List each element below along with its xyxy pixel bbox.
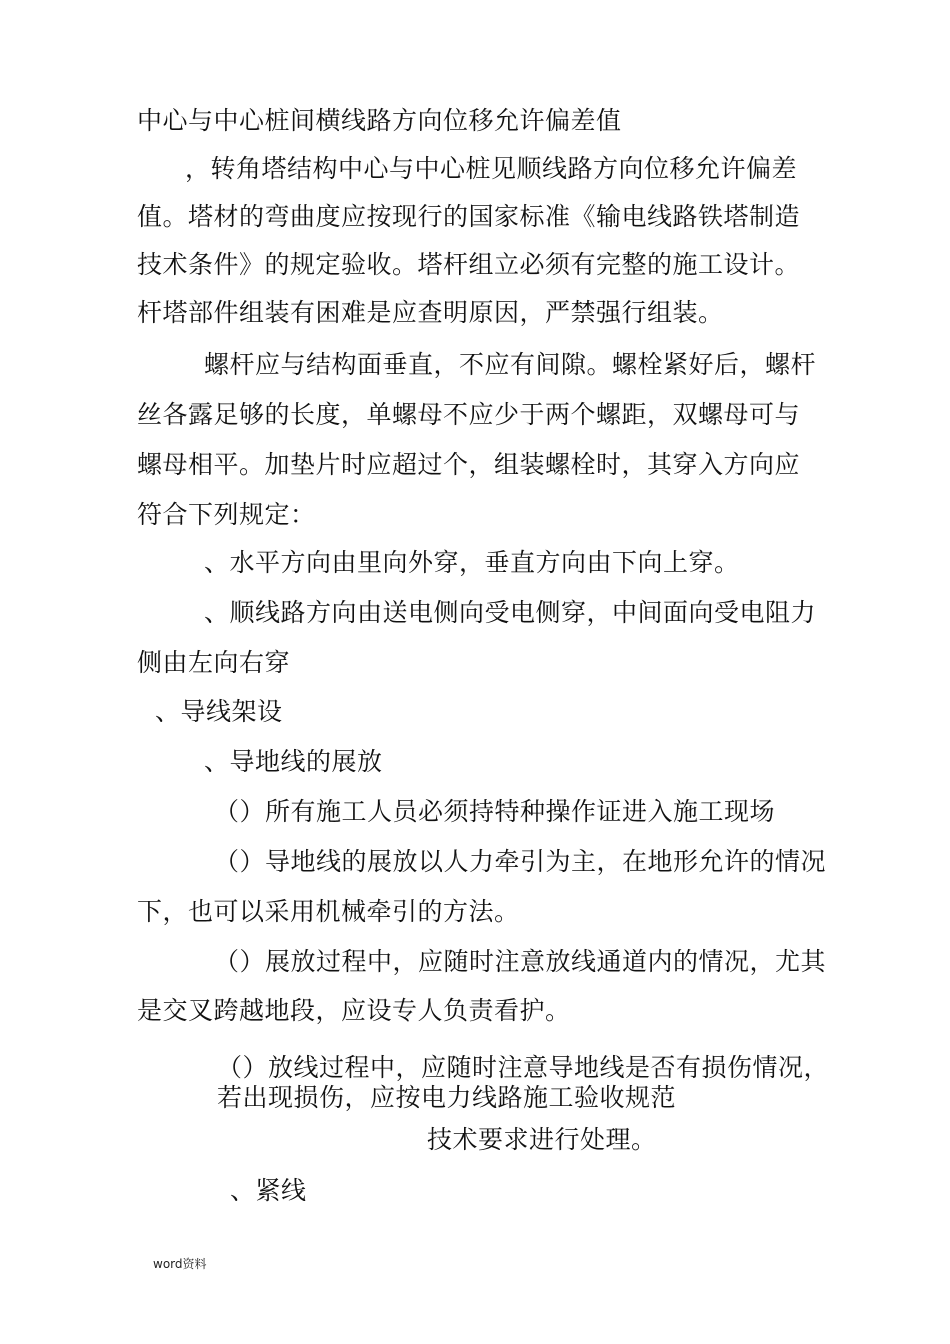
subsection-heading-tightening: 、紧线	[230, 1176, 307, 1205]
text-line-17: 下，也可以采用机械牵引的方法。	[137, 897, 520, 926]
text-line-16: （）导地线的展放以人力牵引为主，在地形允许的情况	[214, 847, 827, 876]
text-line-9: 符合下列规定：	[137, 500, 316, 529]
text-line-1: 中心与中心桩间横线路方向位移允许偏差值	[137, 106, 622, 135]
text-line-11: 、顺线路方向由送电侧向受电侧穿，中间面向受电阻力	[204, 598, 817, 627]
text-line-8: 螺母相平。加垫片时应超过个，组装螺栓时，其穿入方向应	[137, 450, 801, 479]
text-line-21: 若出现损伤，应按电力线路施工验收规范	[217, 1083, 677, 1112]
text-line-22: 技术要求进行处理。	[427, 1125, 657, 1154]
subsection-heading-wire-laying: 、导地线的展放	[204, 747, 383, 776]
text-line-12: 侧由左向右穿	[137, 648, 291, 677]
text-line-19: 是交叉跨越地段，应设专人负责看护。	[137, 996, 571, 1025]
text-line-15: （）所有施工人员必须持特种操作证进入施工现场	[214, 797, 776, 826]
text-line-6: 螺杆应与结构面垂直，不应有间隙。螺栓紧好后，螺杆	[204, 350, 817, 379]
footer-label: word资料	[153, 1257, 207, 1271]
text-line-20: （）放线过程中，应随时注意导地线是否有损伤情况，	[217, 1053, 830, 1082]
text-line-4: 技术条件》的规定验收。塔杆组立必须有完整的施工设计。	[137, 250, 801, 279]
text-line-5: 杆塔部件组装有困难是应查明原因，严禁强行组装。	[137, 298, 724, 327]
text-line-7: 丝各露足够的长度，单螺母不应少于两个螺距，双螺母可与	[137, 400, 801, 429]
section-heading-conductor-erection: 、导线架设	[155, 697, 283, 726]
text-line-2: ，转角塔结构中心与中心桩见顺线路方向位移允许偏差	[185, 154, 798, 183]
text-line-10: 、水平方向由里向外穿，垂直方向由下向上穿。	[204, 548, 740, 577]
text-line-3: 值。塔材的弯曲度应按现行的国家标准《输电线路铁塔制造	[137, 202, 801, 231]
text-line-18: （）展放过程中，应随时注意放线通道内的情况，尤其	[214, 947, 827, 976]
